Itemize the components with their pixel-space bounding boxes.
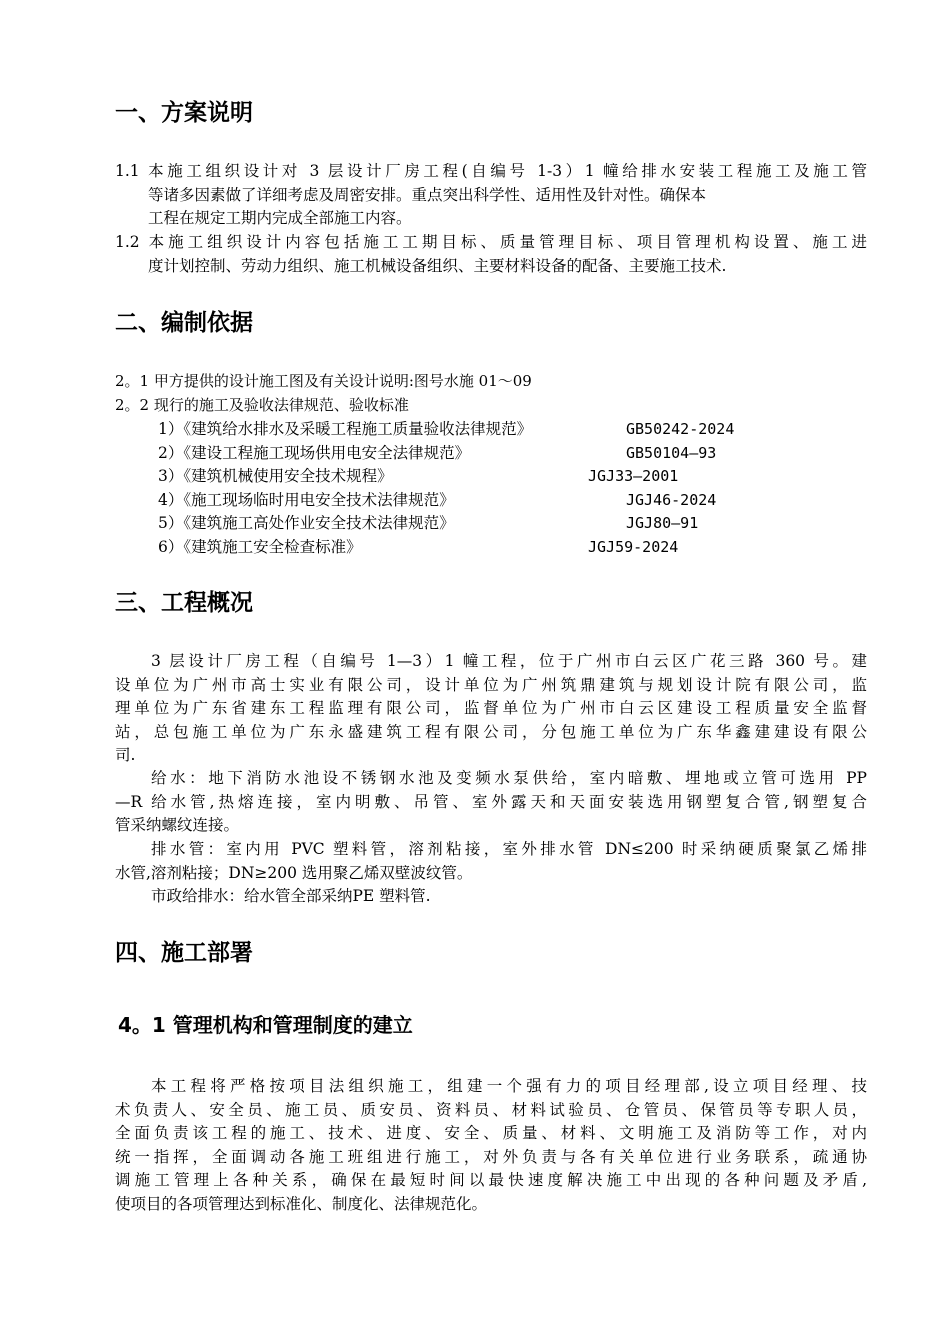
text-line: 市政给排水：给水管全部采纳PE 塑料管. bbox=[151, 887, 431, 905]
text-line: 1.1 本施工组织设计对 3 层设计厂房工程(自编号 1-3）1 幢给排水安装工程施工及施工管 bbox=[115, 162, 867, 180]
subsection-heading-4-1: 4。1 管理机构和管理制度的建立 bbox=[118, 1013, 413, 1037]
section-heading-2: 二、编制依据 bbox=[115, 310, 253, 336]
text-line: 3 层设计厂房工程（自编号 1—3）1 幢工程，位于广州市白云区广花三路 360 号。建 bbox=[151, 652, 867, 670]
basis-item-1: 2。1 甲方提供的设计施工图及有关设计说明:图号水施 01～09 bbox=[115, 372, 532, 390]
text-line: 给水：地下消防水池设不锈钢水池及变频水泵供给，室内暗敷、埋地或立管可选用 PP bbox=[151, 769, 867, 787]
paragraph-1-2 bbox=[115, 231, 867, 278]
standard-code-4: JGJ46-2024 bbox=[626, 491, 717, 509]
text-line: 管采纳螺纹连接。 bbox=[115, 816, 240, 834]
standard-title-6: 6）《建筑施工安全检查标准》 bbox=[158, 538, 362, 556]
paragraph-1-1 bbox=[115, 160, 867, 231]
standard-code-5: JGJ80—91 bbox=[626, 514, 699, 532]
standard-title-1: 1）《建筑给水排水及采暖工程施工质量验收法律规范》 bbox=[158, 420, 533, 438]
overview-paragraph-3 bbox=[115, 838, 867, 885]
standard-code-3: JGJ33—2001 bbox=[588, 467, 679, 485]
text-line: 1.2 本施工组织设计内容包括施工工期目标、质量管理目标、项目管理机构设置、施工进 bbox=[115, 233, 867, 251]
overview-paragraph-1 bbox=[115, 650, 867, 768]
standard-title-3: 3）《建筑机械使用安全技术规程》 bbox=[158, 467, 393, 485]
overview-paragraph-4 bbox=[115, 885, 867, 909]
text-line: 水管,溶剂粘接；DN≥200 选用聚乙烯双壁波纹管。 bbox=[115, 863, 473, 882]
text-line: —R 给水管,热熔连接，室内明敷、吊管、室外露天和天面安装选用钢塑复合管,钢塑复合 bbox=[115, 792, 867, 811]
text-line: 全面负责该工程的施工、技术、进度、安全、质量、材料、文明施工及消防等工作，对内 bbox=[115, 1124, 867, 1142]
text-line: 工程在规定工期内完成全部施工内容。 bbox=[148, 209, 412, 227]
text-line: 本工程将严格按项目法组织施工，组建一个强有力的项目经理部,设立项目经理、技 bbox=[151, 1077, 867, 1095]
text-line: 统一指挥，全面调动各施工班组进行施工，对外负责与各有关单位进行业务联系，疏通协 bbox=[115, 1147, 867, 1166]
standard-code-2: GB50104—93 bbox=[626, 444, 717, 462]
standard-code-1: GB50242-2024 bbox=[626, 420, 735, 438]
basis-item-2: 2。2 现行的施工及验收法律规范、验收标准 bbox=[115, 396, 409, 414]
text-line: 设单位为广州市高士实业有限公司，设计单位为广州筑鼎建筑与规划设计院有限公司，监 bbox=[115, 675, 867, 694]
deployment-paragraph-1 bbox=[115, 1075, 867, 1216]
standard-title-5: 5）《建筑施工高处作业安全技术法律规范》 bbox=[158, 514, 455, 532]
text-line: 度计划控制、劳动力组织、施工机械设备组织、主要材料设备的配备、主要施工技术. bbox=[148, 256, 727, 275]
text-line: 使项目的各项管理达到标准化、制度化、法律规范化。 bbox=[115, 1194, 488, 1213]
text-line: 站，总包施工单位为广东永盛建筑工程有限公司，分包施工单位为广东华鑫建建设有限公 bbox=[115, 722, 867, 741]
text-line: 等诸多因素做了详细考虑及周密安排。重点突出科学性、适用性及针对性。确保本 bbox=[148, 185, 707, 204]
standard-title-4: 4）《施工现场临时用电安全技术法律规范》 bbox=[158, 491, 455, 509]
text-line: 理单位为广东省建东工程监理有限公司，监督单位为广州市白云区建设工程质量安全监督 bbox=[115, 699, 867, 717]
section-heading-4: 四、施工部署 bbox=[115, 940, 253, 966]
section-heading-1: 一、方案说明 bbox=[115, 100, 253, 126]
text-line: 调施工管理上各种关系，确保在最短时间以最快速度解决施工中出现的各种问题及矛盾, bbox=[115, 1171, 867, 1189]
overview-paragraph-2 bbox=[115, 767, 867, 838]
standard-title-2: 2）《建设工程施工现场供用电安全法律规范》 bbox=[158, 444, 471, 462]
standard-code-6: JGJ59-2024 bbox=[588, 538, 679, 556]
text-line: 排水管：室内用 PVC 塑料管，溶剂粘接，室外排水管 DN≤200 时采纳硬质聚氯乙烯排 bbox=[151, 840, 867, 858]
section-heading-3: 三、工程概况 bbox=[115, 590, 253, 616]
text-line: 司. bbox=[115, 746, 136, 764]
text-line: 术负责人、安全员、施工员、质安员、资料员、材料试验员、仓管员、保管员等专职人员， bbox=[115, 1100, 867, 1119]
